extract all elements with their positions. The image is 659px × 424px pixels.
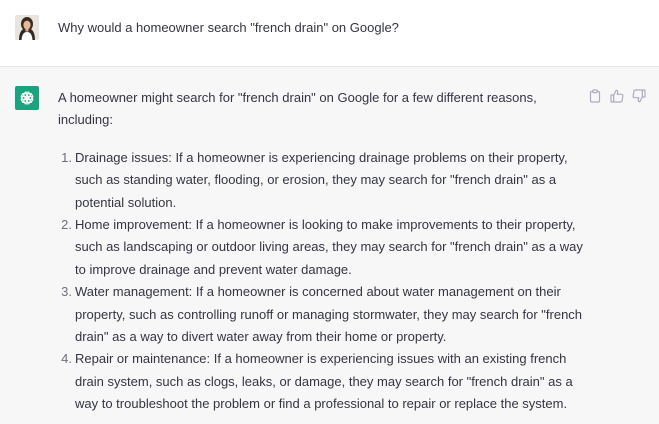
list-item-text: Repair or maintenance: If a homeowner is experiencing issues with an existing french drain system, such as clogs, leaks, or damage, they may search for "french drain" as a way to troubleshoot the problem or find a professional to repair or replace the system. bbox=[75, 351, 573, 412]
assistant-message bbox=[0, 67, 659, 424]
list-item-number: 4. bbox=[61, 351, 72, 367]
list-item-number: 3. bbox=[61, 284, 72, 300]
list-item-text: Water management: If a homeowner is concerned about water management on their property, such as controlling runoff or managing stormwater, they may search for "french drain" as a way to divert water away from their home or property. bbox=[75, 284, 583, 345]
list-item-number: 2. bbox=[61, 217, 72, 233]
thumbs-down-icon[interactable] bbox=[631, 88, 647, 104]
list-item bbox=[61, 147, 583, 214]
openai-logo-icon bbox=[15, 86, 39, 110]
message-actions bbox=[587, 88, 647, 104]
list-item bbox=[61, 214, 583, 281]
thumbs-up-icon[interactable] bbox=[609, 88, 625, 104]
list-item bbox=[61, 348, 583, 415]
list-item bbox=[61, 281, 583, 348]
list-item-text: Drainage issues: If a homeowner is experiencing drainage problems on their property, such as standing water, flooding, or erosion, they may search for "french drain" as a potential solution. bbox=[75, 149, 568, 210]
response-intro: A homeowner might search for "french drain" on Google for a few different reasons, including: bbox=[58, 90, 537, 128]
list-item-text: Home improvement: If a homeowner is looking to make improvements to their property, such as landscaping or outdoor living areas, they may search for "french drain" as a way to improve drainage and prevent water damage. bbox=[75, 217, 583, 277]
user-message bbox=[0, 0, 659, 67]
list-item-number: 1. bbox=[61, 149, 72, 165]
clipboard-icon[interactable] bbox=[587, 88, 603, 104]
assistant-response bbox=[58, 87, 583, 416]
user-message-text: Why would a homeowner search "french drain" on Google? bbox=[58, 20, 399, 35]
user-avatar bbox=[15, 15, 39, 40]
reasons-list bbox=[58, 147, 583, 416]
